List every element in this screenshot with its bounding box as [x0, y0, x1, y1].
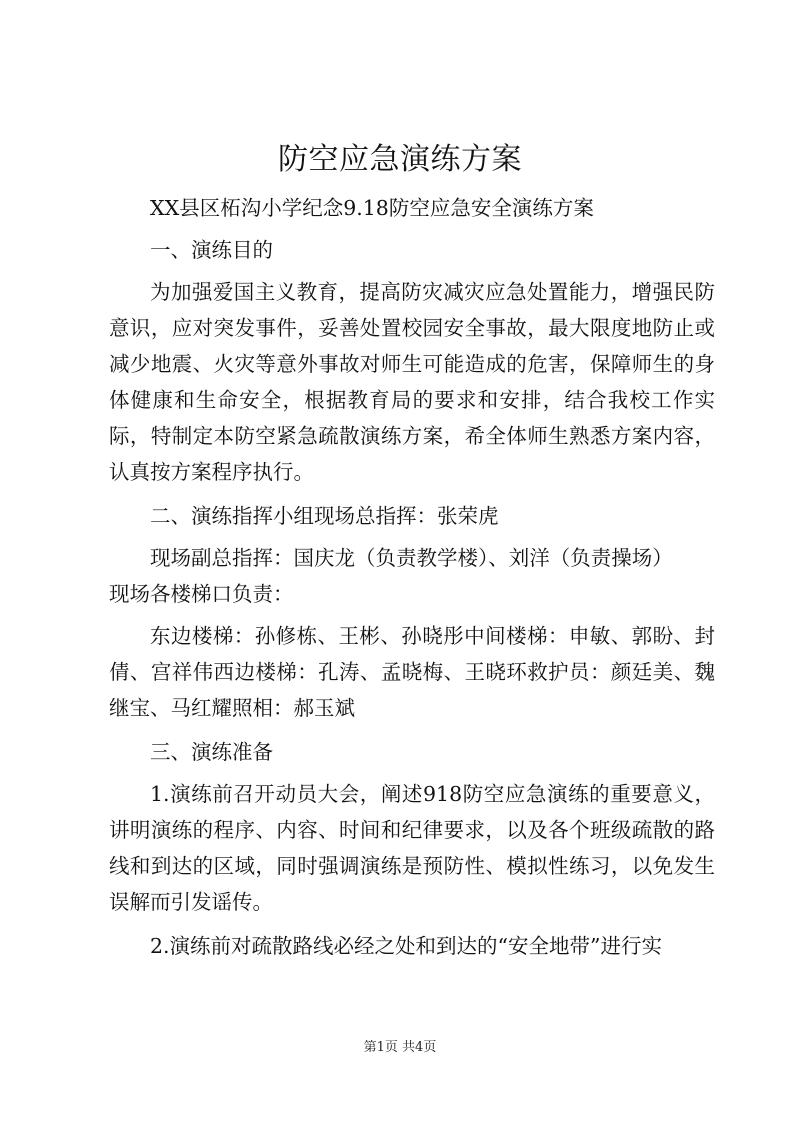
- paragraph-stair-heads: 现场各楼梯口负责：: [109, 582, 294, 606]
- paragraph-staff-assignment: 东边楼梯：孙修栋、王彬、孙晓彤中间楼梯：申敏、郭盼、封倩、宫祥伟西边楼梯：孔涛、孟晓梅、王晓环救护员：颜廷美、魏继宝、马红耀照相：郝玉斌: [109, 624, 715, 720]
- document-subtitle: XX县区柘沟小学纪念9.18防空应急安全演练方案: [150, 196, 594, 220]
- page-footer: 第1页 共4页: [363, 1040, 437, 1055]
- section-heading-preparation: 三、演练准备: [150, 740, 273, 764]
- preparation-item-2: 2.演练前对疏散路线必经之处和到达的“安全地带”进行实: [150, 934, 663, 958]
- document-body: [109, 190, 715, 964]
- document-title: 防空应急演练方案: [278, 142, 522, 177]
- section-heading-command-group: 二、演练指挥小组现场总指挥：张荣虎: [150, 504, 499, 528]
- preparation-item-1: 1.演练前召开动员大会，阐述918防空应急演练的重要意义，讲明演练的程序、内容、时间和纪律要求，以及各个班级疏散的路线和到达的区域，同时强调演练是预防性、模拟性练习，以免发生误解而引发谣传。: [109, 782, 715, 914]
- section-heading-purpose: 一、演练目的: [150, 238, 273, 262]
- paragraph-deputy-commander: 现场副总指挥：国庆龙（负责教学楼）、刘洋（负责操场）: [150, 546, 673, 570]
- paragraph-purpose: 为加强爱国主义教育，提高防灾减灾应急处置能力，增强民防意识，应对突发事件，妥善处置校园安全事故，最大限度地防止或减少地震、火灾等意外事故对师生可能造成的危害，保障师生的身体健康和生命安全，根据教育局的要求和安排，结合我校工作实际，特制定本防空紧急疏散演练方案，希全体师生熟悉方案内容，认真按方案程序执行。: [109, 280, 715, 484]
